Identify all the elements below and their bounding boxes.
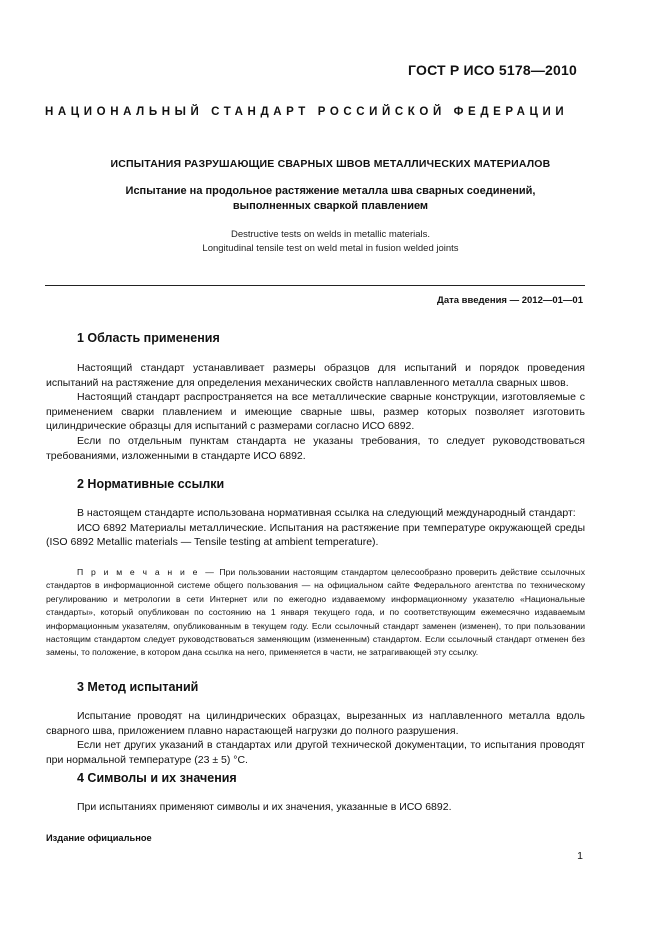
section-heading-1: 1 Область применения [77,331,220,345]
paragraph: Настоящий стандарт устанавливает размеры образцов для испытаний и порядок проведения испытаний на растяжение для определения механических свойств наплавленного металла сварных швов. [46,362,585,389]
section-body-2 [46,506,585,550]
document-title: ИСПЫТАНИЯ РАЗРУШАЮЩИЕ СВАРНЫХ ШВОВ МЕТАЛЛИЧЕСКИХ МАТЕРИАЛОВ [110,158,551,170]
edition-label: Издание официальное [46,833,152,843]
document-subtitle [60,184,601,214]
section-body-4 [46,800,585,815]
section-heading-3: 3 Метод испытаний [77,680,199,694]
subtitle-line-1: Испытание на продольное растяжение металла шва сварных соединений, [125,185,536,197]
paragraph: Если нет других указаний в стандартах или другой технической документации, то испытания проводят при нормальной температуре (23 ± 5) °С. [46,739,585,766]
english-title [60,228,601,256]
title-divider [45,285,585,286]
english-title-line-2: Longitudinal tensile test on weld metal in fusion welded joints [202,243,459,254]
paragraph: В настоящем стандарте использована нормативная ссылка на следующий международный стандарт: [77,507,576,519]
introduction-date: Дата введения — 2012—01—01 [437,295,583,306]
note-block [46,566,585,660]
page-number: 1 [577,850,583,862]
note-label: П р и м е ч а н и е — [77,567,216,577]
document-code: ГОСТ Р ИСО 5178—2010 [408,62,577,78]
subtitle-line-2: выполненных сваркой плавлением [232,200,429,212]
section-body-3 [46,709,585,767]
section-heading-4: 4 Символы и их значения [77,771,237,785]
english-title-line-1: Destructive tests on welds in metallic materials. [230,229,431,240]
paragraph: При испытаниях применяют символы и их значения, указанные в ИСО 6892. [77,801,452,813]
section-body-1 [46,361,585,463]
paragraph: ИСО 6892 Материалы металлические. Испытания на растяжение при температуре окружающей среды (ISO 6892 Metallic materials — Tensile testing at ambient temperature). [46,521,585,549]
standard-type-header: НАЦИОНАЛЬНЫЙ СТАНДАРТ РОССИЙСКОЙ ФЕДЕРАЦИИ [45,106,569,118]
section-heading-2: 2 Нормативные ссылки [77,477,225,491]
note-text: При пользовании настоящим стандартом целесообразно проверить действие ссылочных стандартов в информационной системе общего пользования — на официальном сайте Федерального агентства по техническому регулированию и метрологии в сети Интернет или по ежегодно издаваемому информационному указателю «Национальные стандарты», который опубликован по состоянию на 1 января текущего года, и по соответствующим ежемесячно издаваемым информационным указателям, опубликованным в текущем году. Если ссылочный стандарт заменен (изменен), то при пользовании настоящим стандартом следует руководствоваться заменяющим (измененным) стандартом. Если ссылочный стандарт отменен без замены, то положение, в котором дана ссылка на него, применяется в части, не затрагивающей эту ссылку. [46,567,585,658]
paragraph: Если по отдельным пунктам стандарта не указаны требования, то следует руководствоваться требованиями, изложенными в стандарте ИСО 6892. [46,434,585,462]
paragraph: Настоящий стандарт распространяется на все металлические сварные конструкции, изготовляемые с применением сварки плавлением и имеющие сварные швы, размер которых позволяет изготовить цилиндрические образцы для испытаний с размерами согласно ИСО 6892. [46,391,585,433]
paragraph: Испытание проводят на цилиндрических образцах, вырезанных из наплавленного металла вдоль сварного шва, приложением плавно нарастающей нагрузки до полного разрушения. [46,710,585,737]
